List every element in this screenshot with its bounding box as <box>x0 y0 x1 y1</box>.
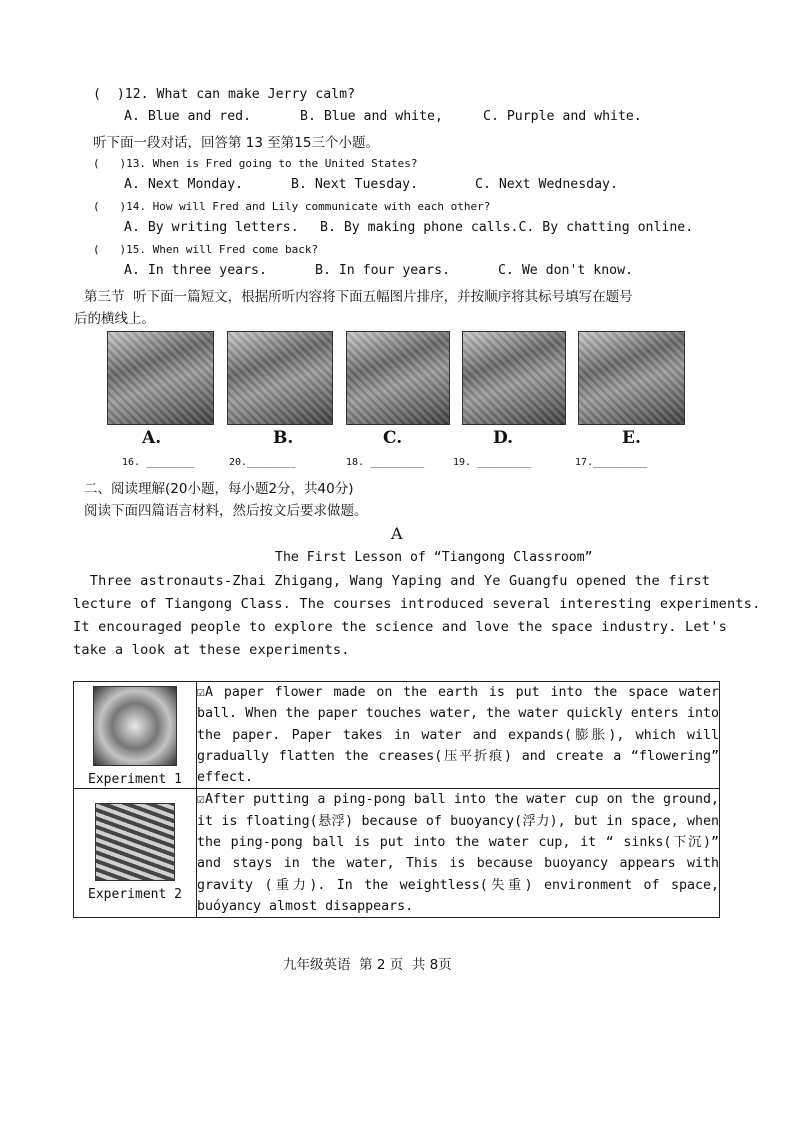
picture-c-label: C. <box>383 428 403 448</box>
part2-heading: 二、阅读理解(20小题，每小题2分，共40分) <box>84 481 354 497</box>
picture-a-label: A. <box>142 428 162 448</box>
experiment-1-label: Experiment 1 <box>88 772 182 787</box>
question-13-option-c: C. Next Wednesday. <box>475 177 618 192</box>
passage-a-line-2: lecture of Tiangong Class. The courses introduced several interesting experiments. <box>73 596 761 612</box>
question-13-option-a: A. Next Monday. <box>124 177 244 192</box>
question-12-option-b: B. Blue and white, <box>300 109 443 124</box>
experiment-1-image <box>93 686 177 766</box>
section3-instruction-line2: 后的横线上。 <box>74 311 155 327</box>
passage-a-title: The First Lesson of “Tiangong Classroom” <box>275 550 593 565</box>
question-12-stem: ( )12. What can make Jerry calm? <box>93 87 356 102</box>
question-14-option-bc: B. By making phone calls.C. By chatting online. <box>320 220 694 235</box>
question-14-option-a: A. By writing letters. <box>124 220 299 235</box>
picture-a <box>107 331 214 425</box>
question-12-option-a: A. Blue and red. <box>124 109 252 124</box>
experiment-row-1 <box>74 682 720 789</box>
section3-instruction-line1: 第三节 听下面一篇短文，根据所听内容将下面五幅图片排序，并按顺序将其标号填写在题号 <box>84 289 633 305</box>
picture-c <box>346 331 450 425</box>
experiment-2-label: Experiment 2 <box>88 887 182 903</box>
question-12-option-c: C. Purple and white. <box>483 109 642 124</box>
passage-a-line-3: It encouraged people to explore the science and love the space industry. Let's <box>73 619 727 635</box>
picture-b-label: B. <box>273 428 294 448</box>
picture-d-label: D. <box>493 428 514 448</box>
answer-blank-18[interactable]: 18. _________ <box>346 457 425 468</box>
answer-blank-16[interactable]: 16. ________ <box>122 457 195 468</box>
question-15-stem: ( )15. When will Fred come back? <box>93 243 319 256</box>
instruction-13-15: 听下面一段对话，回答第 13 至第15三个小题。 <box>93 135 379 151</box>
experiment-2-image <box>95 803 175 881</box>
passage-a-letter: A <box>391 524 403 543</box>
picture-d <box>462 331 566 425</box>
experiment-2-text: ☑After putting a ping-pong ball into the water cup on the ground, it is floating(悬浮) because of buoyancy(浮力), but in space, when the ping-pong ball is put into the water cup, it “ sinks(下沉)” and stays in the water, This is because buoyancy appears with gravity (重力). In the weightless(失重) environment of space, buóyancy almost disappears. <box>197 789 720 918</box>
answer-blank-19[interactable]: 19. _________ <box>453 457 532 468</box>
picture-e <box>578 331 685 425</box>
picture-b <box>227 331 333 425</box>
question-15-option-b: B. In four years. <box>315 263 450 278</box>
passage-a-line-1: Three astronauts-Zhai Zhigang, Wang Yaping and Ye Guangfu opened the first <box>73 573 711 589</box>
experiment-2-image-cell <box>74 789 197 918</box>
answer-blank-17[interactable]: 17._________ <box>575 457 648 468</box>
question-13-stem: ( )13. When is Fred going to the United States? <box>93 157 418 170</box>
question-15-option-c: C. We don't know. <box>498 263 633 278</box>
picture-e-label: E. <box>622 428 641 448</box>
question-13-option-b: B. Next Tuesday. <box>291 177 419 192</box>
answer-blank-20[interactable]: 20.________ <box>229 457 296 468</box>
experiment-1-image-cell <box>74 682 197 789</box>
passage-a-line-4: take a look at these experiments. <box>73 642 350 658</box>
experiment-1-text: ☑A paper flower made on the earth is put into the space water ball. When the paper touches water, the water quickly enters into the paper. Paper takes in water and expands(膨胀), which will gradually flatten the creases(压平折痕) and create a “flowering” effect. <box>197 682 720 789</box>
question-14-stem: ( )14. How will Fred and Lily communicate with each other? <box>93 200 491 213</box>
experiment-row-2 <box>74 789 720 918</box>
page-footer: 九年级英语 第 2 页 共 8页 <box>283 957 452 973</box>
question-15-option-a: A. In three years. <box>124 263 267 278</box>
experiments-table <box>73 681 720 918</box>
part2-instruction: 阅读下面四篇语言材料，然后按文后要求做题。 <box>84 503 368 519</box>
